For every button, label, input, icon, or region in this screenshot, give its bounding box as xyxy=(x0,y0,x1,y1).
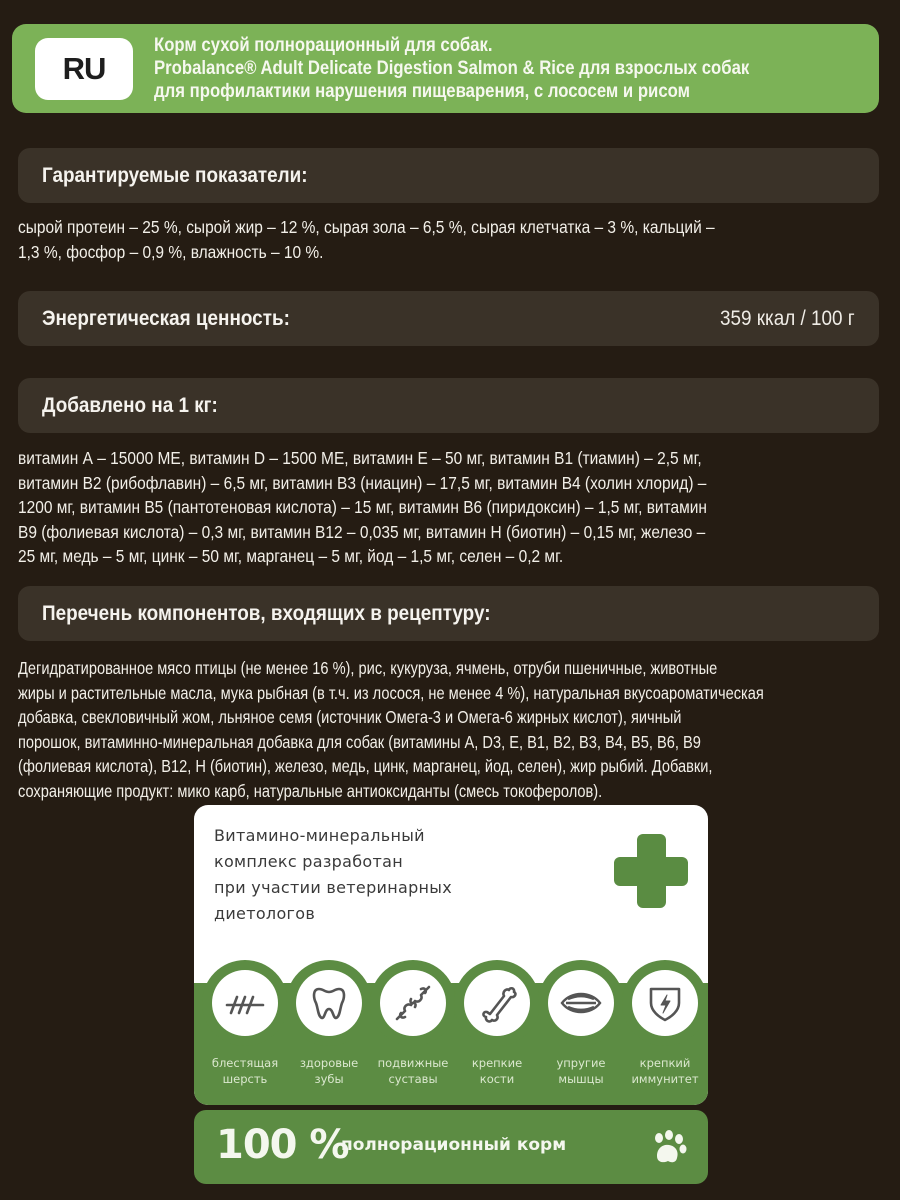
text-line: сырой протеин – 25 %, сырой жир – 12 %, сырая зола – 6,5 %, сырая клетчатка – 3 %, кальций – xyxy=(18,217,715,237)
section-bar-guaranteed xyxy=(18,148,879,203)
paw-icon xyxy=(649,1128,689,1168)
text-line: жиры и растительные масла, мука рыбная (в т.ч. из лосося, не менее 4 %), натуральная вкусоароматическая xyxy=(18,682,764,703)
benefit-label: кости xyxy=(479,1072,515,1086)
added-text xyxy=(18,446,885,569)
product-title-line: Probalance® Adult Delicate Digestion Salmon & Rice для взрослых собак xyxy=(154,58,750,79)
plus-icon xyxy=(614,834,688,908)
energy-value: 359 ккал / 100 г xyxy=(720,306,855,330)
text-line: витамин В2 (рибофлавин) – 6,5 мг, витамин В3 (ниацин) – 17,5 мг, витамин В4 (холин хлорид) – xyxy=(18,472,707,493)
percent-value: 100 % xyxy=(216,1122,349,1168)
joint-icon xyxy=(391,981,435,1025)
ingredients-text xyxy=(18,656,836,803)
benefit-strong-immunity xyxy=(622,960,708,1100)
text-line: порошок, витаминно-минеральная добавка для собак (витамины А, D3, Е, В1, В2, В3, В4, В5, В6, В9 xyxy=(18,731,701,752)
benefit-label: крепкие xyxy=(471,1056,523,1070)
text-line: добавка, свекловичный жом, льняное семя (источник Омега-3 и Омега-6 жирных кислот), яичный xyxy=(18,707,682,727)
card-description xyxy=(214,823,452,927)
section-bar-added xyxy=(18,378,879,433)
text-line: комплекс разработан xyxy=(214,852,403,871)
section-title: Добавлено на 1 кг: xyxy=(42,393,218,417)
guaranteed-text xyxy=(18,215,885,264)
text-line: 25 мг, медь – 5 мг, цинк – 50 мг, марганец – 5 мг, йод – 1,5 мг, селен – 0,2 мг. xyxy=(18,546,564,566)
benefit-label: зубы xyxy=(314,1072,344,1086)
section-title: Гарантируемые показатели: xyxy=(42,163,308,187)
text-line: Витамино-минеральный xyxy=(214,826,425,845)
section-bar-ingredients xyxy=(18,586,879,641)
product-title-line: Корм сухой полнорационный для собак. xyxy=(154,35,493,56)
benefit-label: блестящая xyxy=(211,1056,279,1070)
complete-feed-label: полнорационный корм xyxy=(341,1135,567,1155)
product-header xyxy=(12,24,879,113)
benefit-label: мышцы xyxy=(558,1072,604,1086)
text-line: сохраняющие продукт: мико карб, натуральные антиоксиданты (смесь токоферолов). xyxy=(18,780,603,801)
section-bar-energy xyxy=(18,291,879,346)
fur-icon xyxy=(223,981,267,1025)
benefit-label: иммунитет xyxy=(631,1072,699,1086)
text-line: В9 (фолиевая кислота) – 0,3 мг, витамин В12 – 0,035 мг, витамин Н (биотин) – 0,15 мг, железо – xyxy=(18,521,706,542)
benefit-label: шерсть xyxy=(222,1072,268,1086)
benefit-label: упругие xyxy=(556,1056,606,1070)
text-line: при участии ветеринарных xyxy=(214,878,453,897)
text-line: (фолиевая кислота), В12, Н (биотин), железо, медь, цинк, марганец, йод, селен), жир рыбий. Добавки, xyxy=(18,756,713,776)
vitamin-info-card xyxy=(194,805,708,1105)
benefit-label: крепкий xyxy=(639,1056,691,1070)
benefit-label: здоровые xyxy=(299,1056,359,1070)
shield-icon xyxy=(643,981,687,1025)
product-title-line: для профилактики нарушения пищеварения, с лососем и рисом xyxy=(154,81,691,102)
language-badge: RU xyxy=(35,38,133,100)
tooth-icon xyxy=(307,981,351,1025)
complete-feed-banner xyxy=(194,1110,708,1184)
bone-icon xyxy=(475,981,519,1025)
benefit-label: подвижные xyxy=(377,1056,449,1070)
text-line: диетологов xyxy=(214,904,316,923)
benefit-label: суставы xyxy=(388,1072,438,1086)
text-line: витамин А – 15000 МЕ, витамин D – 1500 МЕ, витамин Е – 50 мг, витамин В1 (тиамин) – 2,5 мг, xyxy=(18,448,702,468)
text-line: Дегидратированное мясо птицы (не менее 16 %), рис, кукуруза, ячмень, отруби пшеничные, животные xyxy=(18,658,718,678)
text-line: 1200 мг, витамин В5 (пантотеновая кислота) – 15 мг, витамин В6 (пиридоксин) – 1,5 мг, витамин xyxy=(18,497,707,517)
muscle-icon xyxy=(559,981,603,1025)
section-title: Энергетическая ценность: xyxy=(42,306,290,330)
product-title xyxy=(154,34,788,103)
text-line: 1,3 %, фосфор – 0,9 %, влажность – 10 %. xyxy=(18,241,324,262)
section-title: Перечень компонентов, входящих в рецептуру: xyxy=(42,601,491,625)
